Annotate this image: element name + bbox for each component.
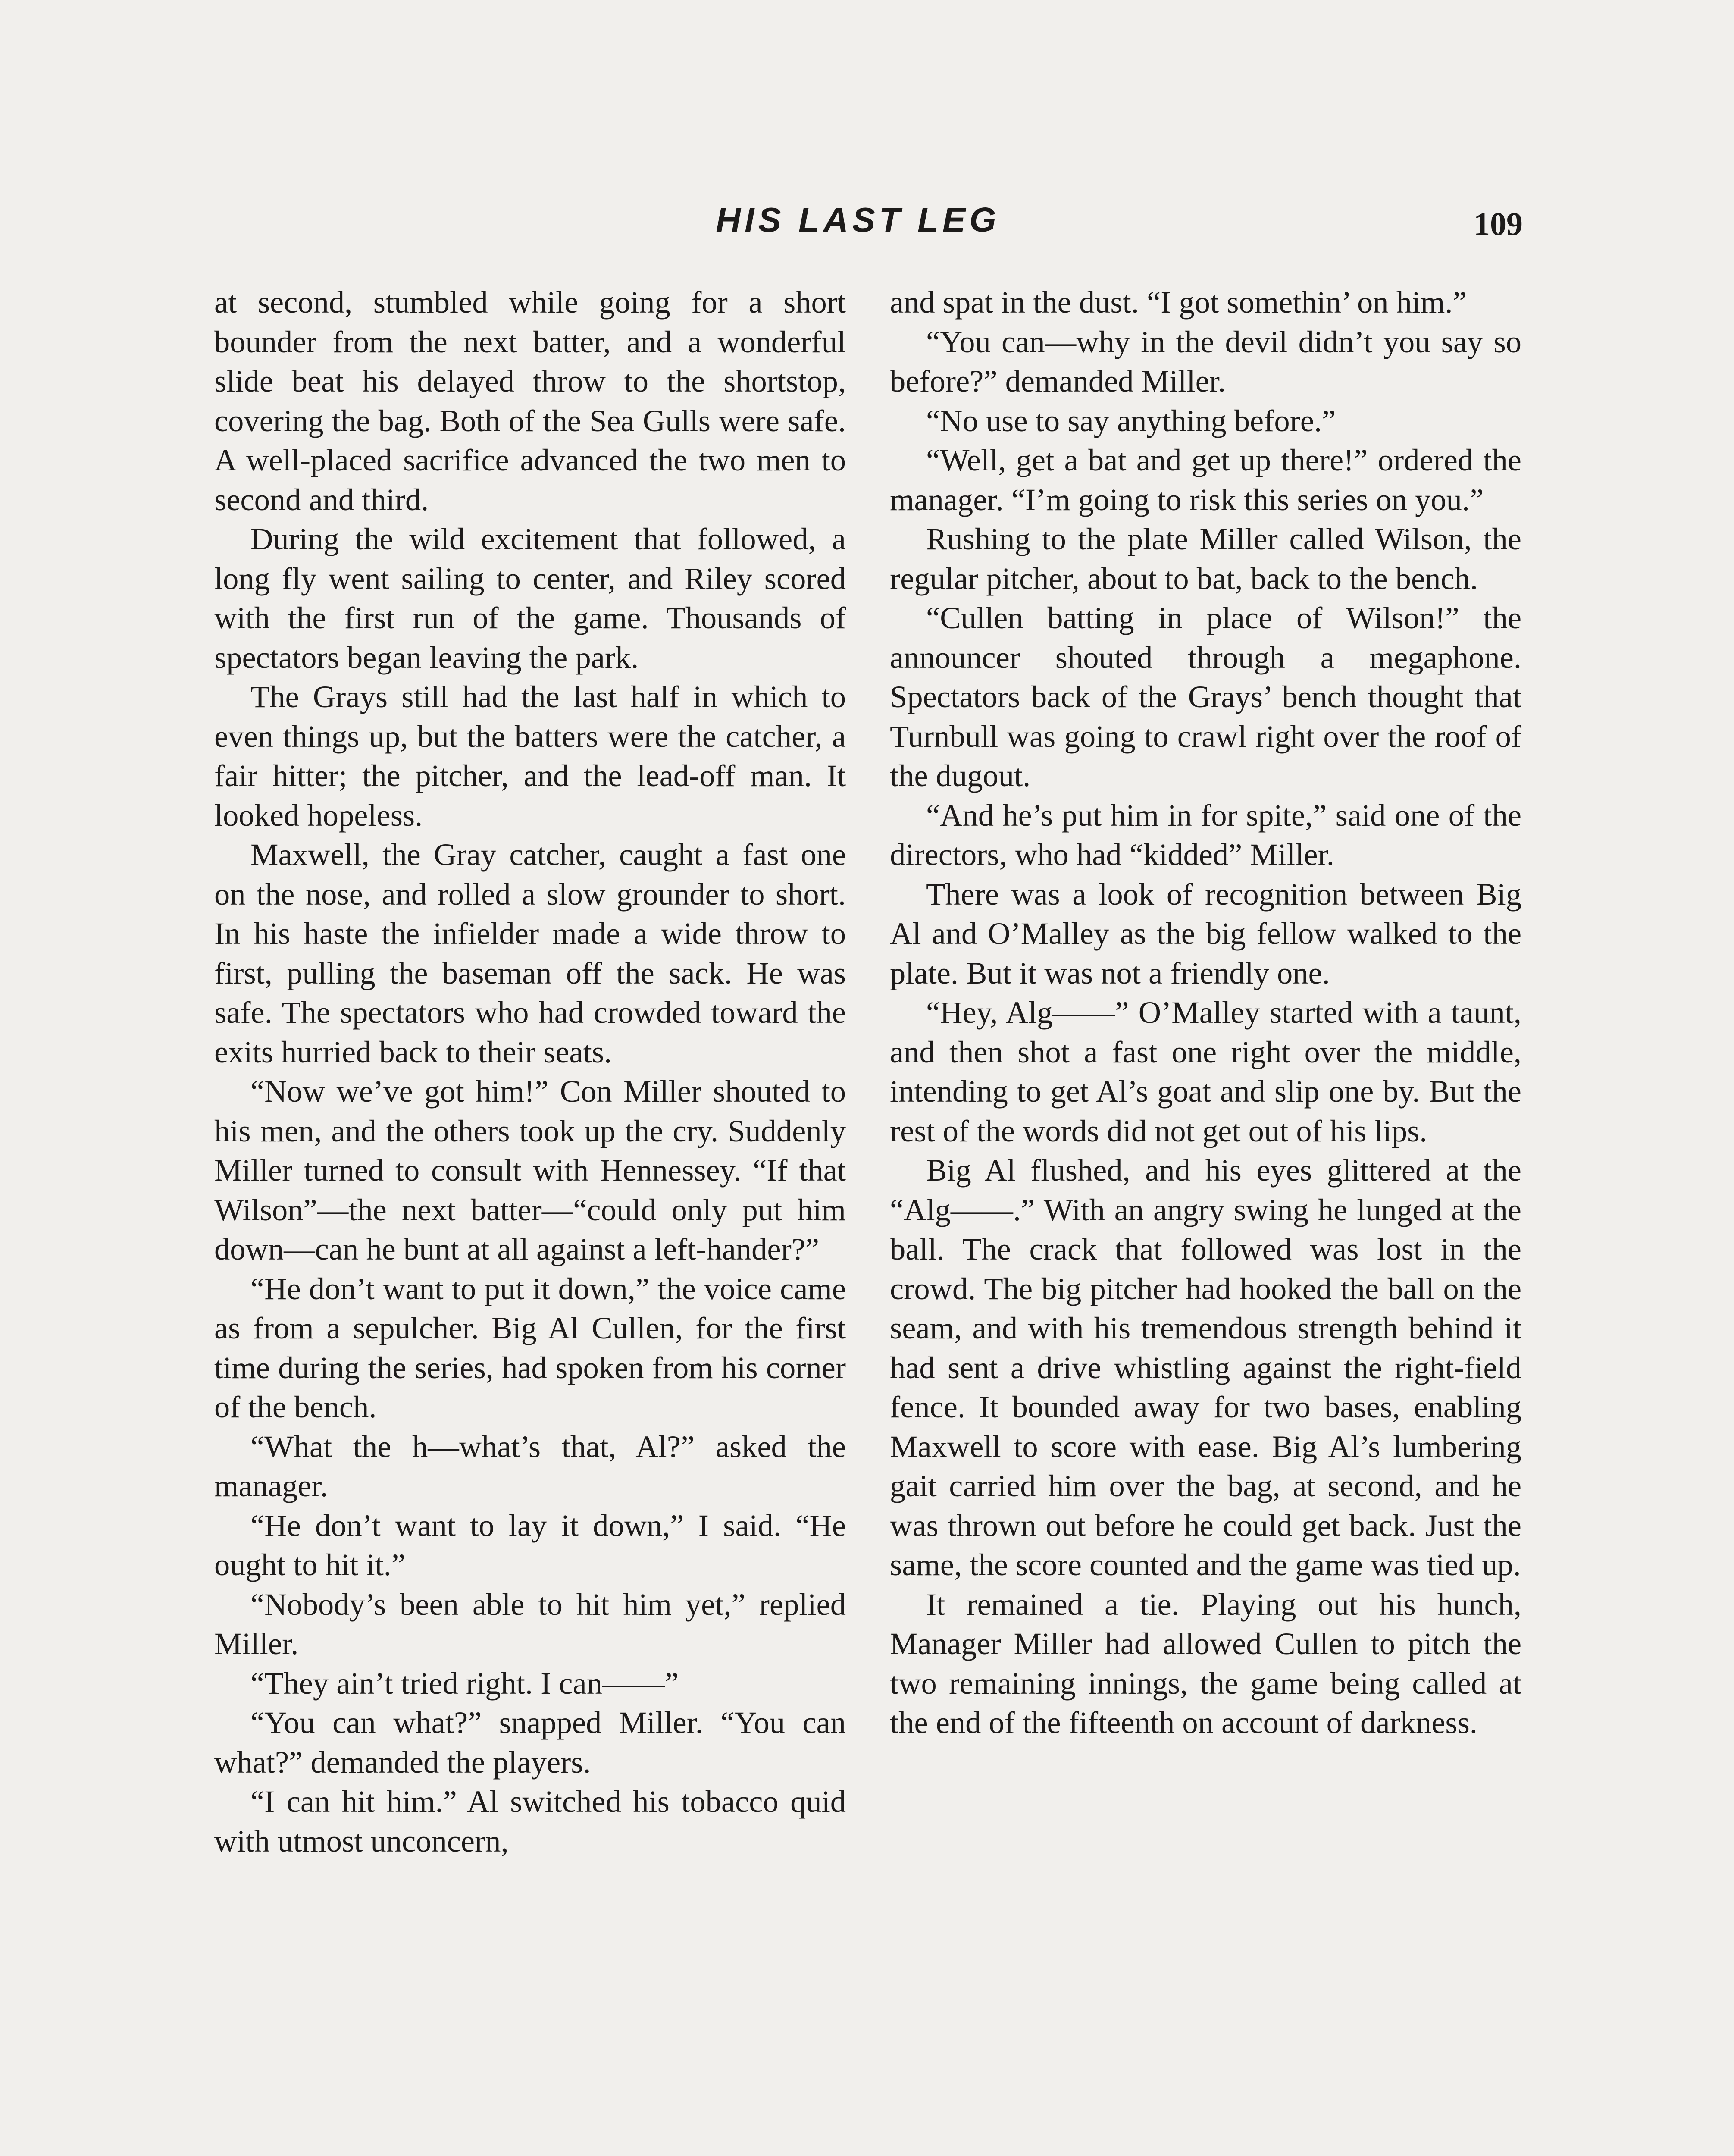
text-column-right [890,282,1521,2156]
paragraph: “And he’s put him in for spite,” said one of the directors, who had “kidded” Miller. [890,797,1521,872]
paragraph: “Nobody’s been able to hit him yet,” replied Miller. [214,1586,846,1661]
paragraph: “He don’t want to put it down,” the voice came as from a sepulcher. Big Al Cullen, for the first time during the series, had spoken from his corner of the bench. [214,1271,846,1424]
paragraph: Big Al flushed, and his eyes glittered at the “Alg——.” With an angry swing he lunged at the ball. The crack that followed was lost in the crowd. The big pitcher had hooked the ball on the seam, and with his tremendous strength behind it had sent a drive whistling against the right-field fence. It bounded away for two bases, enabling Maxwell to score with ease. Big Al’s lumbering gait carried him over the bag, at second, and he was thrown out before he could get back. Just the same, the score counted and the game was tied up. [890,1153,1521,1582]
running-title: HIS LAST LEG [716,201,1000,239]
paragraph: “You can—why in the devil didn’t you say so before?” demanded Miller. [890,324,1521,398]
text-column-left [214,282,846,2156]
paragraph: The Grays still had the last half in which to even things up, but the batters were the catcher, a fair hitter; the pitcher, and the lead-off man. It looked hopeless. [214,679,846,833]
paragraph: “He don’t want to lay it down,” I said. “He ought to hit it.” [214,1507,846,1582]
page-number: 109 [1474,206,1523,242]
paragraph: and spat in the dust. “I got somethin’ on him.” [890,285,1467,320]
paragraph: “You can what?” snapped Miller. “You can what?” demanded the players. [214,1705,846,1780]
paragraph: “What the h—what’s that, Al?” asked the manager. [214,1429,846,1503]
paragraph: During the wild excitement that followed, a long fly went sailing to center, and Riley scored with the first run of the game. Thousands of spectators began leaving the park. [214,521,846,675]
paragraph: “Cullen batting in place of Wilson!” the announcer shouted through a megaphone. Spectators back of the Grays’ bench thought that Turnbull was going to crawl right over the roof of the dugout. [890,600,1521,793]
paragraph: “Now we’ve got him!” Con Miller shouted to his men, and the others took up the cry. Suddenly Miller turned to consult with Hennessey. “If that Wilson”—the next batter—“could only put him down—can he bunt at all against a left-hander?” [214,1074,846,1266]
paragraph: “Hey, Alg——” O’Malley started with a taunt, and then shot a fast one right over the middle, intending to get Al’s goat and slip one by. But the rest of the words did not get out of his lips. [890,995,1521,1148]
paragraph: at second, stumbled while going for a short bounder from the next batter, and a wonderful slide beat his delayed throw to the shortstop, covering the bag. Both of the Sea Gulls were safe. A well-placed sacrifice advanced the two men to second and third. [214,285,846,517]
paragraph: “No use to say anything before.” [926,403,1336,438]
paragraph: There was a look of recognition between Big Al and O’Malley as the big fellow walked to the plate. But it was not a friendly one. [890,876,1521,990]
paragraph: “I can hit him.” Al switched his tobacco quid with utmost unconcern, [214,1784,846,1858]
paragraph: Rushing to the plate Miller called Wilson, the regular pitcher, about to bat, back to the bench. [890,521,1521,596]
paragraph: “They ain’t tried right. I can——” [250,1665,679,1701]
paragraph: “Well, get a bat and get up there!” ordered the manager. “I’m going to risk this series on you.” [890,442,1521,517]
paragraph: It remained a tie. Playing out his hunch, Manager Miller had allowed Cullen to pitch the two remaining innings, the game being called at the end of the fifteenth on account of darkness. [890,1586,1521,1740]
paragraph: Maxwell, the Gray catcher, caught a fast one on the nose, and rolled a slow grounder to short. In his haste the infielder made a wide throw to first, pulling the baseman off the sack. He was safe. The spectators who had crowded toward the exits hurried back to their seats. [214,837,846,1069]
